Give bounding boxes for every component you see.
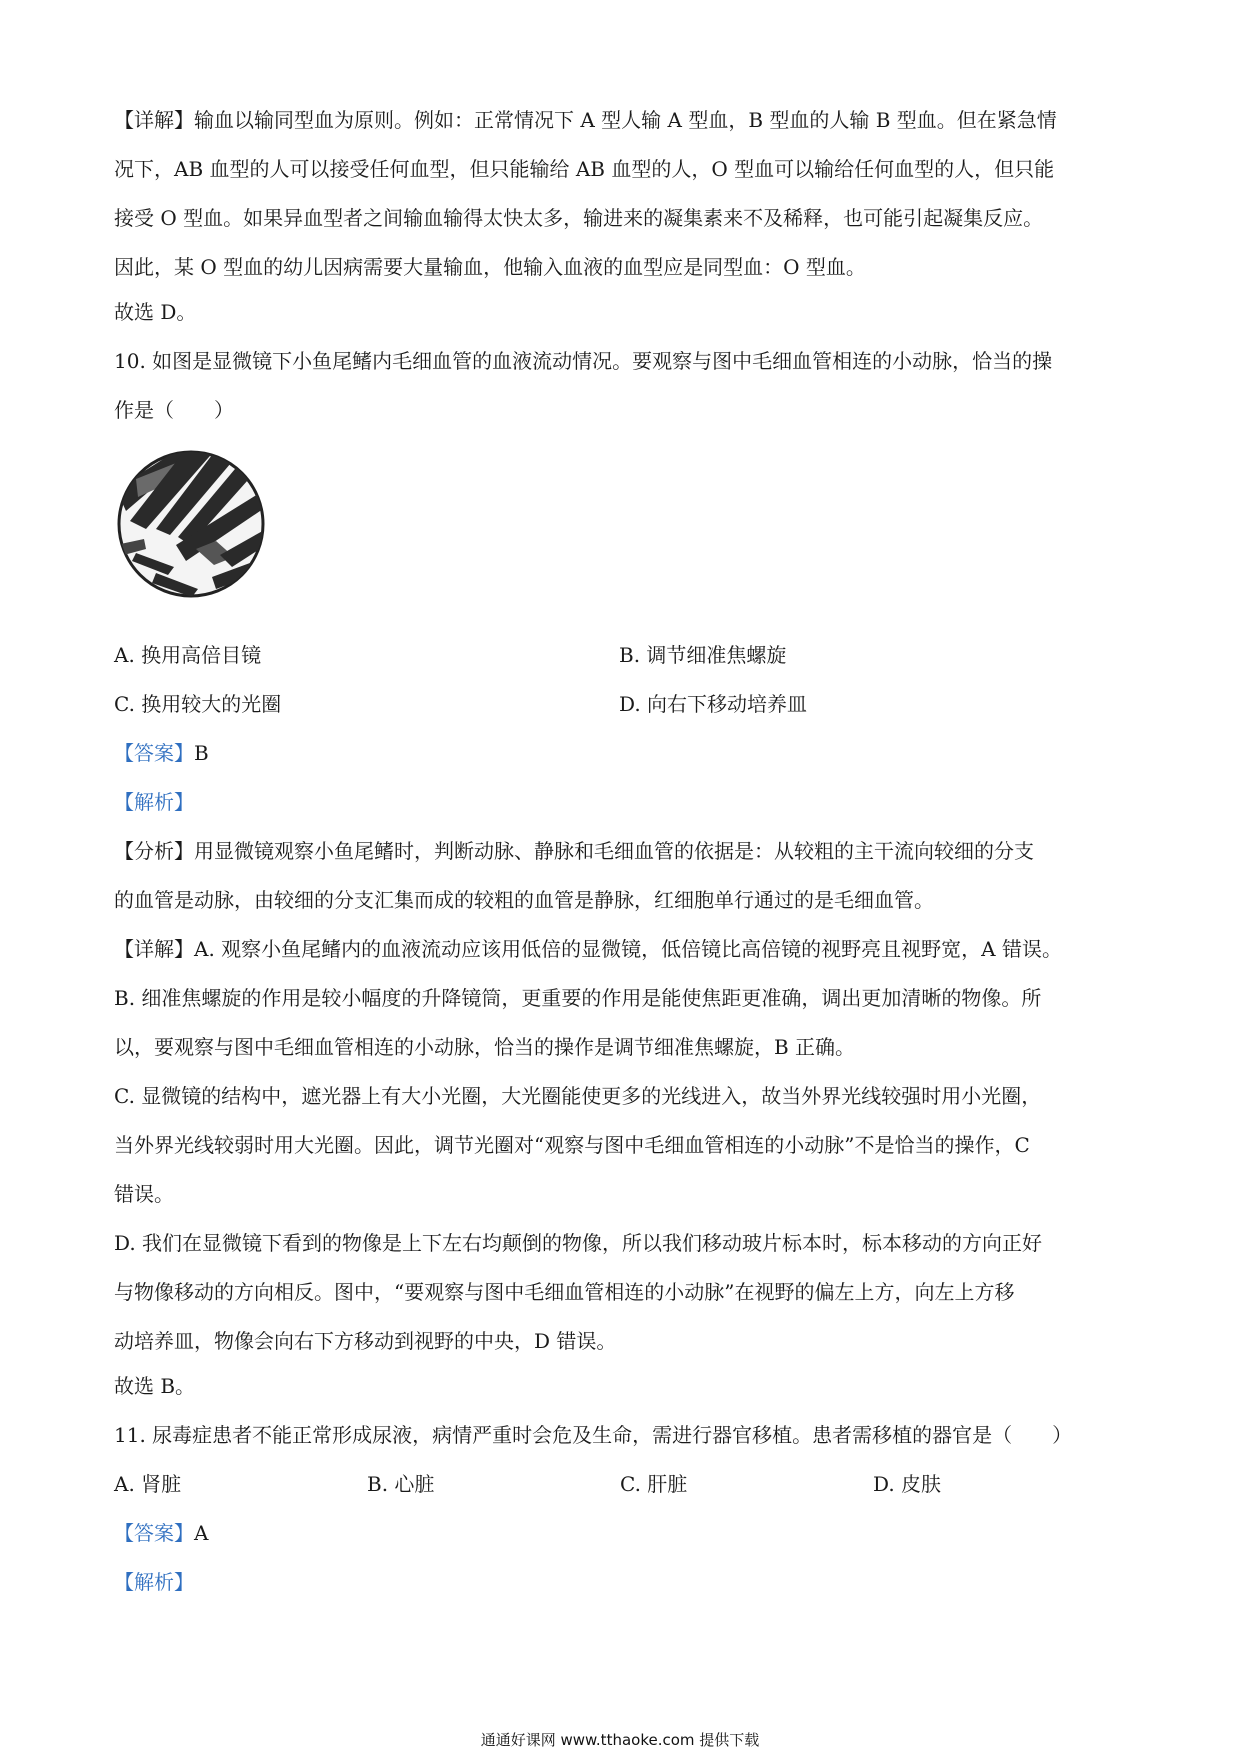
answer-tag: 【答案】 bbox=[114, 1521, 194, 1545]
answer-value: B bbox=[194, 741, 209, 765]
q10-detail-line: D. 我们在显微镜下看到的物像是上下左右均颠倒的物像，所以我们移动玻片标本时，标本移动的方向正好 bbox=[114, 1231, 1043, 1255]
q10-analysis-line: 的血管是动脉，由较细的分支汇集而成的较粗的血管是静脉，红细胞单行通过的是毛细血管。 bbox=[114, 888, 934, 912]
answer-tag: 【答案】 bbox=[114, 741, 194, 765]
q10-stem-line: 10. 如图是显微镜下小鱼尾鳍内毛细血管的血液流动情况。要观察与图中毛细血管相连的小动脉，恰当的操 bbox=[114, 349, 1053, 373]
document-page bbox=[114, 96, 1124, 1607]
q11-option-d: D. 皮肤 bbox=[873, 1472, 942, 1496]
q10-answer bbox=[114, 729, 1124, 778]
q9-choice: 故选 D。 bbox=[114, 300, 197, 324]
q11-answer bbox=[114, 1509, 1124, 1558]
q10-detail-line: 以，要观察与图中毛细血管相连的小动脉，恰当的操作是调节细准焦螺旋，B 正确。 bbox=[114, 1035, 856, 1059]
q10-choice: 故选 B。 bbox=[114, 1374, 196, 1398]
q11-option-b: B. 心脏 bbox=[367, 1472, 435, 1496]
q11-stem: 11. 尿毒症患者不能正常形成尿液，病情严重时会危及生命，需进行器官移植。患者需移植的器官是（ ） bbox=[114, 1423, 1073, 1447]
page-footer: 通通好课网 www.tthaoke.com 提供下载 bbox=[480, 1731, 760, 1749]
answer-value: A bbox=[194, 1521, 209, 1545]
q11-options bbox=[114, 1460, 1124, 1509]
q10-analysis-tag: 【解析】 bbox=[114, 790, 194, 814]
q9-detail-line: 【详解】输血以输同型血为原则。例如：正常情况下 A 型人输 A 型血，B 型血的人输 B 型血。但在紧急情 bbox=[114, 108, 1057, 132]
q10-option-d: D. 向右下移动培养皿 bbox=[619, 692, 808, 716]
q9-detail-line: 况下，AB 血型的人可以接受任何血型，但只能输给 AB 血型的人，O 型血可以输给任何血型的人，但只能 bbox=[114, 157, 1055, 181]
q10-analysis-line: 【分析】用显微镜观察小鱼尾鳍时，判断动脉、静脉和毛细血管的依据是：从较粗的主干流向较细的分支 bbox=[114, 839, 1034, 863]
q10-detail-line: B. 细准焦螺旋的作用是较小幅度的升降镜筒，更重要的作用是能使焦距更准确，调出更加清晰的物像。所 bbox=[114, 986, 1042, 1010]
q10-option-b: B. 调节细准焦螺旋 bbox=[619, 643, 787, 667]
q10-option-a: A. 换用高倍目镜 bbox=[114, 643, 262, 667]
q11-option-c: C. 肝脏 bbox=[620, 1472, 688, 1496]
q10-detail-line: C. 显微镜的结构中，遮光器上有大小光圈，大光圈能使更多的光线进入，故当外界光线较强时用小光圈， bbox=[114, 1084, 1042, 1108]
q11-option-a: A. 肾脏 bbox=[114, 1472, 182, 1496]
q10-stem-line: 作是（ ） bbox=[114, 398, 234, 422]
q9-detail-line: 因此，某 O 型血的幼儿因病需要大量输血，他输入血液的血型应是同型血：O 型血。 bbox=[114, 255, 866, 279]
q10-detail-line: 错误。 bbox=[114, 1182, 174, 1206]
q10-option-c: C. 换用较大的光圈 bbox=[114, 692, 282, 716]
q10-detail-line: 与物像移动的方向相反。图中，“要观察与图中毛细血管相连的小动脉”在视野的偏左上方，向左上方移 bbox=[114, 1280, 1015, 1304]
q10-options bbox=[114, 631, 1124, 729]
q10-detail-line: 当外界光线较弱时用大光圈。因此，调节光圈对“观察与图中毛细血管相连的小动脉”不是恰当的操作，C bbox=[114, 1133, 1030, 1157]
q10-detail-line: 【详解】A. 观察小鱼尾鳍内的血液流动应该用低倍的显微镜，低倍镜比高倍镜的视野亮且视野宽，A 错误。 bbox=[114, 937, 1062, 961]
microscope-field-figure bbox=[116, 449, 266, 599]
q9-detail-line: 接受 O 型血。如果异血型者之间输血输得太快太多，输进来的凝集素来不及稀释，也可能引起凝集反应。 bbox=[114, 206, 1044, 230]
q11-analysis-tag: 【解析】 bbox=[114, 1570, 194, 1594]
q10-detail-line: 动培养皿，物像会向右下方移动到视野的中央，D 错误。 bbox=[114, 1329, 617, 1353]
